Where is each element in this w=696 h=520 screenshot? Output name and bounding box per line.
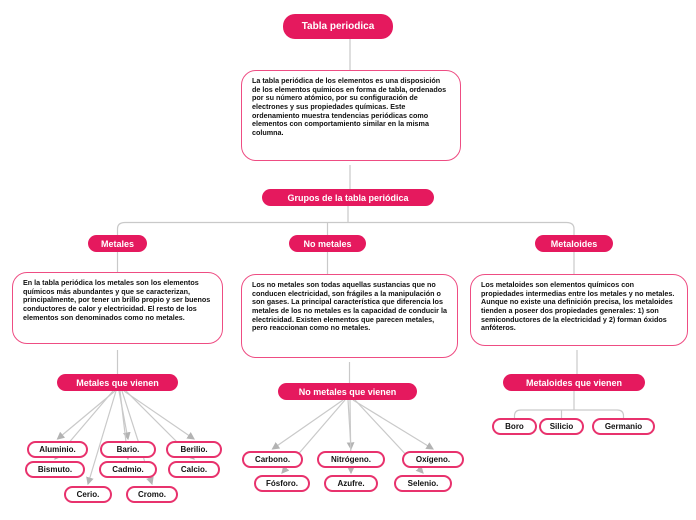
leaf-selenio[interactable]: Selenio. (394, 475, 452, 492)
leaf-berilio[interactable]: Berilio. (166, 441, 222, 458)
node-metaloides[interactable]: Metaloides (535, 235, 613, 252)
leaf-bario[interactable]: Bario. (100, 441, 156, 458)
root-description-box[interactable]: La tabla periódica de los elementos es una disposición de los elementos químicos en forma de tabla, ordenados por su número atómico, por su configuración de electrones y sus propiedades químicas. Este ordenamiento muestra tendencias periódicas como elementos con comportamiento similar en la misma columna. (241, 70, 461, 161)
leaf-silicio[interactable]: Silicio (539, 418, 584, 435)
leaf-carbono[interactable]: Carbono. (242, 451, 303, 468)
leaf-cerio[interactable]: Cerio. (64, 486, 112, 503)
metaloides-description-box[interactable]: Los metaloides son elementos químicos con propiedades intermedias entre los metales y no metales. Aunque no existe una definición precisa, los metaloides tienden a poseer dos propiedades generales: 1) son semiconductores de la electricidad y 2) forman óxidos anfóteros. (470, 274, 688, 346)
leaf-aluminio[interactable]: Aluminio. (27, 441, 88, 458)
node-no-metales-que-vienen[interactable]: No metales que vienen (278, 383, 417, 400)
leaf-oxigeno[interactable]: Oxígeno. (402, 451, 464, 468)
metales-description-box[interactable]: En la tabla periódica los metales son los elementos químicos más abundantes y que se caracterizan, principalmente, por tener un brillo propio y ser buenos conductores de calor y electricidad. El resto de los elementos son denominados como no metales. (12, 272, 223, 344)
leaf-azufre[interactable]: Azufre. (324, 475, 378, 492)
node-grupos[interactable]: Grupos de la tabla periódica (262, 189, 434, 206)
leaf-nitrogeno[interactable]: Nitrógeno. (317, 451, 385, 468)
leaf-cromo[interactable]: Cromo. (126, 486, 178, 503)
node-metales[interactable]: Metales (88, 235, 147, 252)
node-metaloides-que-vienen[interactable]: Metaloides que vienen (503, 374, 645, 391)
leaf-boro[interactable]: Boro (492, 418, 537, 435)
node-tabla-periodica[interactable]: Tabla periodica (283, 14, 393, 39)
leaf-fosforo[interactable]: Fósforo. (254, 475, 310, 492)
leaf-germanio[interactable]: Germanio (592, 418, 655, 435)
leaf-bismuto[interactable]: Bismuto. (25, 461, 85, 478)
node-metales-que-vienen[interactable]: Metales que vienen (57, 374, 178, 391)
no-metales-description-box[interactable]: Los no metales son todas aquellas sustancias que no conducen electricidad, son frágiles a la manipulación o son gases. La principal característica que diferencia los metales de los no metales es la capacidad de conducir la electricidad. Existen elementos que parecen metales, pero reaccionan como no metales. (241, 274, 458, 358)
node-no-metales[interactable]: No metales (289, 235, 366, 252)
leaf-cadmio[interactable]: Cadmio. (99, 461, 157, 478)
leaf-calcio[interactable]: Calcio. (168, 461, 220, 478)
